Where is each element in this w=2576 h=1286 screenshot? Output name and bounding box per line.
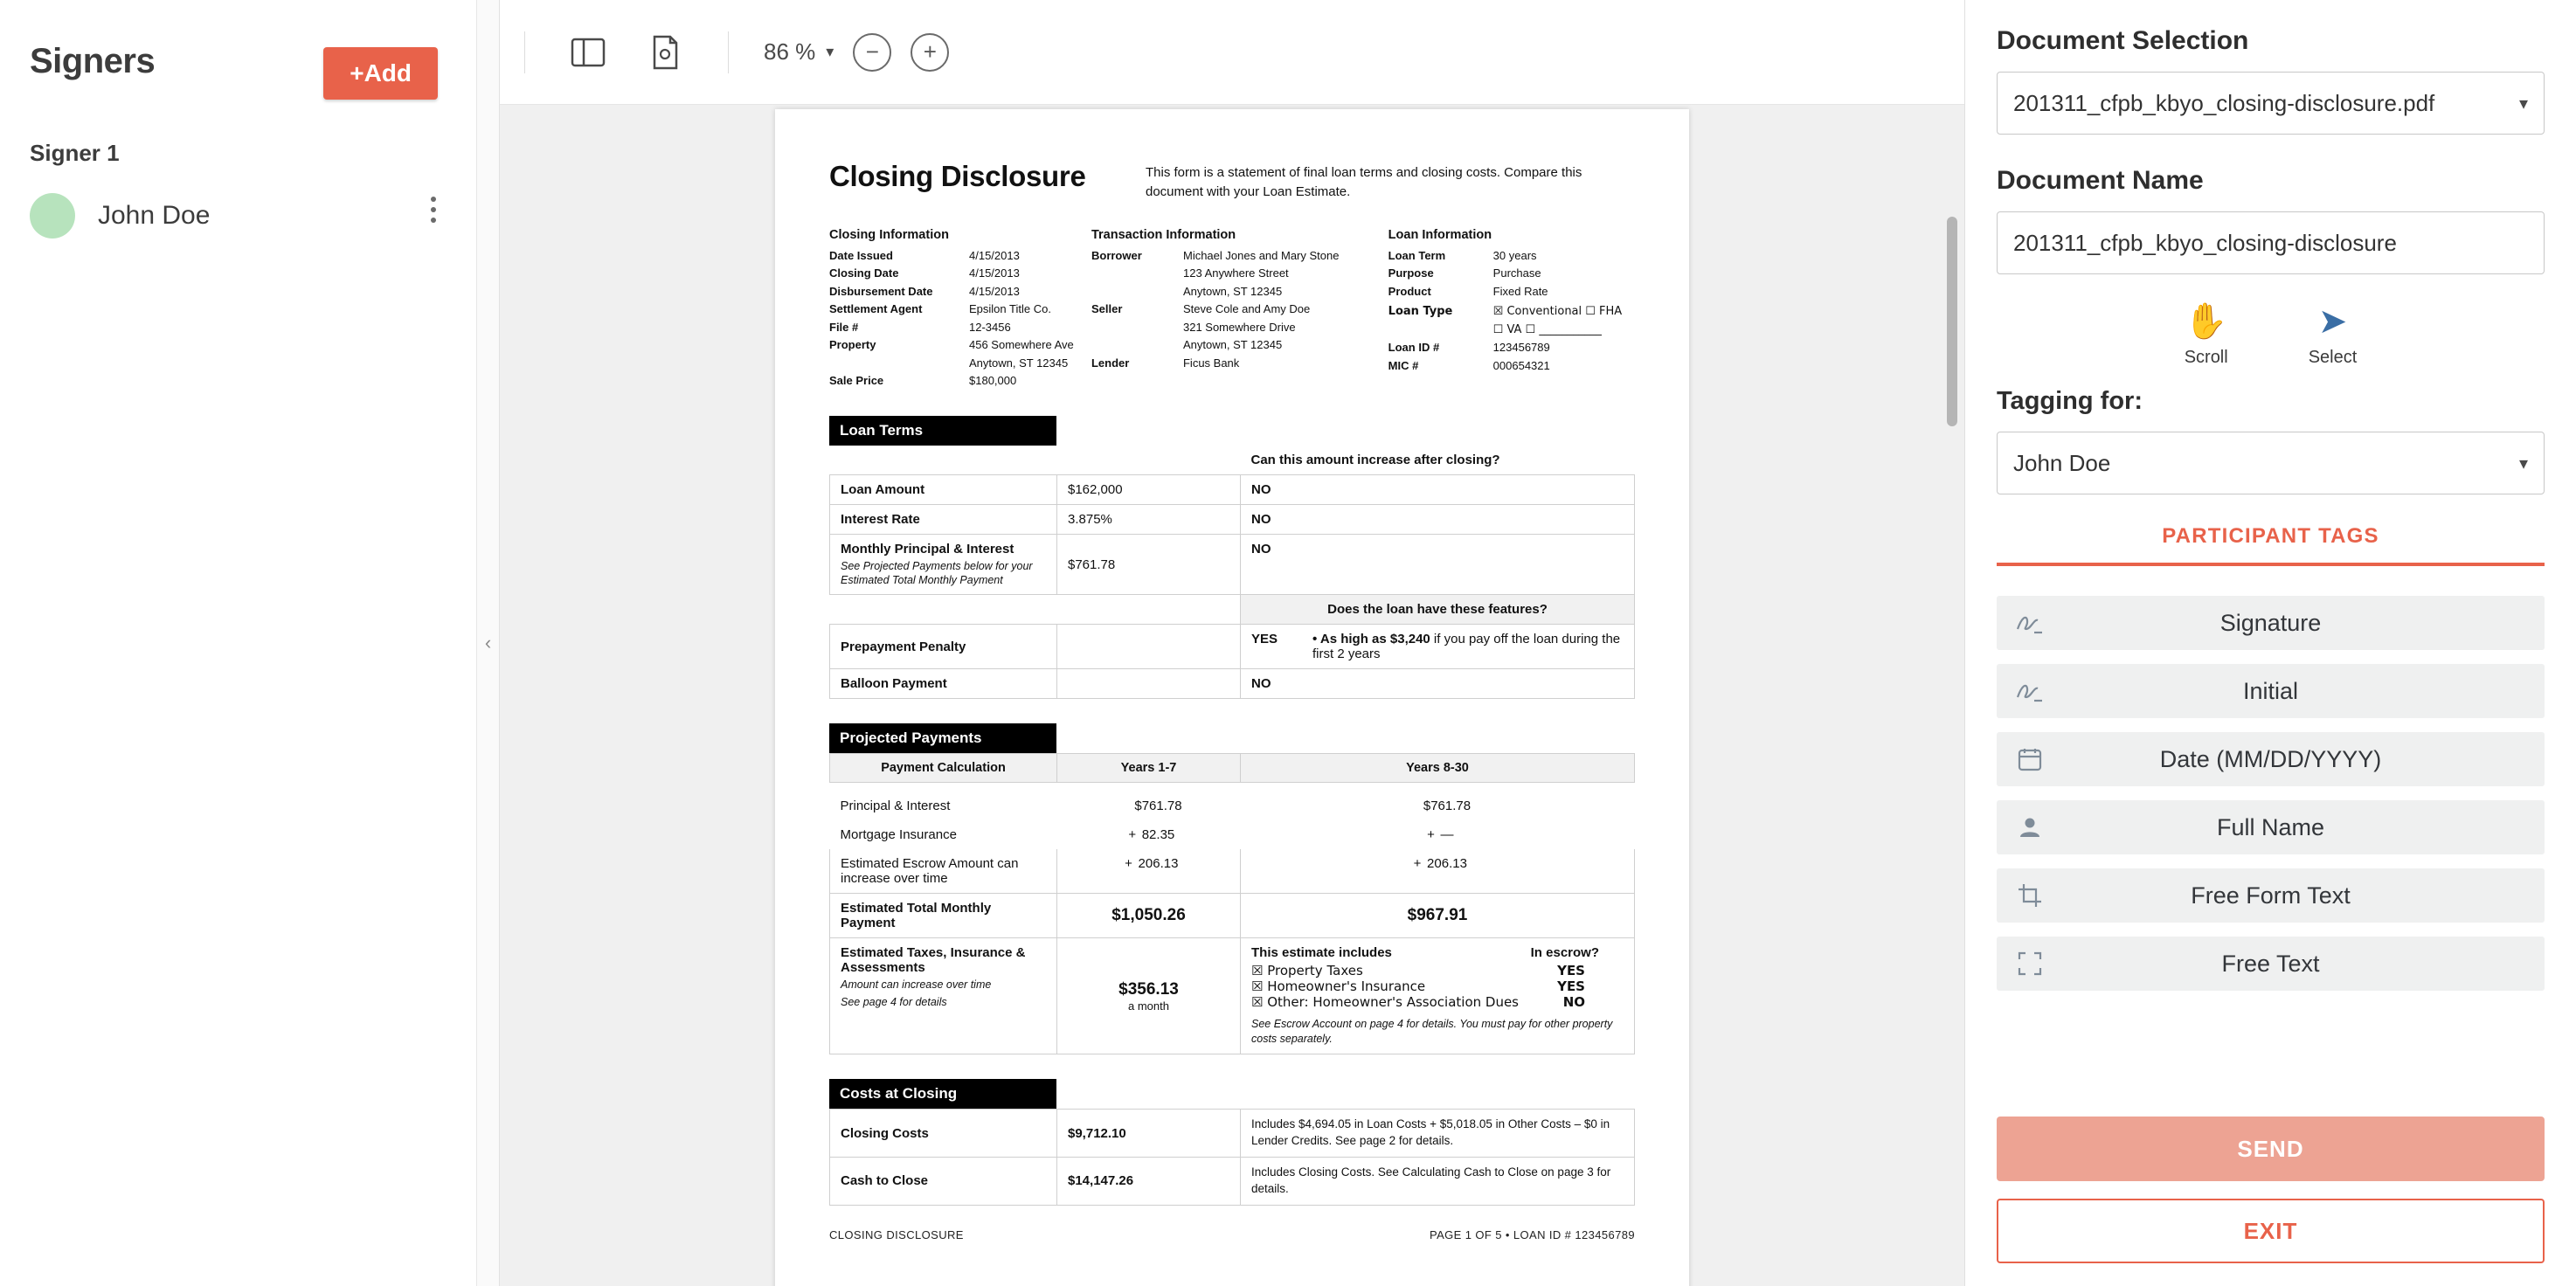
row-plus: + [1427, 827, 1435, 843]
row-label: Prepayment Penalty [830, 625, 1057, 669]
expand-text-icon [1997, 951, 2063, 977]
tagging-for-value: John Doe [2013, 449, 2111, 476]
field-key [829, 356, 969, 371]
tagging-for-select[interactable] [1997, 432, 2545, 494]
field-value: 456 Somewhere Ave [969, 338, 1074, 352]
loan-terms-table [829, 446, 1635, 700]
vertical-scrollbar[interactable] [1947, 217, 1957, 426]
row-detail-bold: • As high as $3,240 [1312, 632, 1430, 647]
table-row [830, 820, 1635, 849]
sidebar-collapse-handle[interactable] [477, 0, 500, 1286]
field-key: Product [1388, 284, 1431, 298]
field-value: Anytown, ST 12345 [1182, 338, 1283, 352]
transaction-information [1091, 228, 1388, 391]
cursor-select-icon: ➤ [2317, 302, 2348, 341]
person-icon [1997, 814, 2063, 840]
escrow-item-value: NO [1562, 994, 1585, 1011]
tag-free-form-text[interactable] [1997, 868, 2545, 923]
total-label: Estimated Total Monthly Payment [830, 894, 1057, 938]
field-value: 30 years [1492, 248, 1537, 262]
document-selection-value: 201311_cfpb_kbyo_closing-disclosure.pdf [2013, 89, 2435, 116]
escrow-item-value: YES [1557, 978, 1585, 995]
row-detail: if you pay off the loan during the first 2 years [1312, 632, 1621, 662]
row-label: Cash to Close [830, 1157, 1057, 1205]
row-value: $9,712.10 [1057, 1110, 1241, 1158]
costs-at-closing-table [829, 1109, 1635, 1206]
costs-at-closing-bar: Costs at Closing [829, 1079, 1056, 1109]
tag-free-text[interactable] [1997, 937, 2545, 991]
escrow-header: In escrow? [1530, 945, 1599, 961]
field-value: Purchase [1492, 266, 1541, 280]
row-answer: NO [1251, 676, 1271, 692]
field-value: Anytown, ST 12345 [969, 356, 1069, 370]
field-key [1091, 320, 1183, 335]
field-key: Disbursement Date [829, 284, 933, 298]
table-row [830, 474, 1635, 504]
field-value: 000654321 [1492, 358, 1550, 372]
page-thumbnail-icon[interactable] [642, 30, 688, 75]
transaction-information-heading: Transaction Information [1091, 227, 1236, 242]
tagging-panel [1964, 0, 2576, 1286]
document-selection-select[interactable] [1997, 72, 2545, 135]
row-value: 206.13 [1427, 856, 1467, 872]
field-value: Ficus Bank [1182, 356, 1240, 370]
table-row [830, 1110, 1635, 1158]
table-row [830, 625, 1635, 669]
col-header: Years 1-7 [1057, 754, 1241, 783]
taxes-note-1: Amount can increase over time [841, 978, 992, 992]
field-value: Epsilon Title Co. [969, 302, 1051, 316]
row-label: Estimated Escrow [841, 856, 946, 872]
table-row [830, 504, 1635, 534]
field-key: MIC # [1388, 358, 1419, 372]
crop-text-icon [1997, 882, 2063, 909]
taxes-amount: $356.13 [1118, 979, 1179, 999]
row-value: $761.78 [1134, 799, 1182, 814]
row-label: Principal & Interest [840, 799, 951, 814]
closing-information [829, 228, 1091, 391]
participant-tags-title: PARTICIPANT TAGS [1997, 524, 2545, 566]
field-value: 4/15/2013 [969, 266, 1020, 280]
document-selection-title: Document Selection [1997, 26, 2249, 55]
zoom-out-button[interactable]: − [853, 33, 891, 72]
signer-name: John Doe [98, 201, 211, 230]
field-value: Fixed Rate [1492, 284, 1548, 298]
table-row [830, 783, 1635, 821]
loan-information-heading: Loan Information [1388, 227, 1492, 242]
field-value: Anytown, ST 12345 [1182, 284, 1283, 298]
row-plus: + [1125, 856, 1132, 872]
calendar-icon [1997, 746, 2063, 772]
row-answer: NO [1241, 474, 1635, 504]
chevron-left-icon[interactable]: ‹ [484, 632, 492, 653]
table-row [830, 1157, 1635, 1205]
row-detail: Includes Closing Costs. See Calculating Cash to Close on page 3 for details. [1241, 1157, 1635, 1205]
loan-terms-col-header: Can this amount increase after closing? [1250, 452, 1500, 467]
add-signer-button[interactable]: +Add [323, 47, 438, 100]
tag-label: Free Text [2221, 950, 2320, 977]
escrow-item-value: YES [1557, 963, 1585, 979]
col-header: Years 8-30 [1241, 754, 1635, 783]
field-value: 12-3456 [969, 320, 1011, 334]
hand-scroll-icon: ✋ [2184, 302, 2228, 341]
cd-header [829, 160, 1635, 202]
row-label: Closing Costs [830, 1110, 1057, 1158]
field-value: Steve Cole and Amy Doe [1182, 302, 1311, 316]
chevron-down-icon[interactable]: ▾ [2518, 93, 2528, 114]
field-value: $180,000 [969, 374, 1017, 388]
taxes-note-2: See page 4 for details [841, 995, 947, 1008]
tag-label: Initial [2242, 677, 2299, 704]
field-value: 123456789 [1492, 341, 1550, 355]
tag-full-name[interactable] [1997, 800, 2545, 854]
row-note: Amount can increase over time [841, 856, 1019, 887]
field-key: Loan Type [1388, 305, 1453, 319]
sidebar-panel-icon[interactable] [565, 30, 611, 75]
field-key: Loan ID # [1388, 341, 1440, 355]
select-tool-label: Select [2308, 348, 2358, 367]
scroll-tool-label: Scroll [2184, 348, 2228, 367]
footer-right: PAGE 1 OF 5 • LOAN ID # 123456789 [1429, 1227, 1635, 1241]
zoom-select[interactable] [764, 38, 834, 66]
tag-label: Signature [2219, 609, 2322, 636]
document-name-title: Document Name [1997, 166, 2204, 195]
row-answer: YES [1251, 632, 1278, 647]
document-subtitle: This form is a statement of final loan terms and closing costs. Compare this document with your Loan Estimate. [1146, 165, 1582, 199]
field-key [1091, 284, 1183, 300]
footer-left: CLOSING DISCLOSURE [829, 1227, 964, 1241]
tag-signature[interactable] [1997, 596, 2545, 650]
row-label: Interest Rate [830, 504, 1057, 534]
table-row [830, 534, 1635, 595]
field-key: Borrower [1091, 248, 1142, 262]
document-title: Closing Disclosure [829, 160, 1086, 192]
row-label: Loan Amount [830, 474, 1057, 504]
row-value: $761.78 [1057, 534, 1241, 595]
row-value: $761.78 [1423, 799, 1472, 814]
taxes-period: a month [1128, 999, 1169, 1013]
loan-information [1388, 228, 1635, 391]
field-value: ☐ VA ☐ ___________ [1492, 322, 1602, 336]
projected-payments-bar: Projected Payments [829, 723, 1056, 753]
table-header-row [830, 754, 1635, 783]
signer-group-label: Signer 1 [30, 140, 120, 166]
escrow-item-name: ☒ Other: Homeowner's Association Dues [1251, 994, 1519, 1011]
escrow-item-name: ☒ Property Taxes [1251, 963, 1363, 979]
tag-date[interactable] [1997, 732, 2545, 786]
tag-label: Full Name [2216, 813, 2325, 840]
row-plus: + [1128, 827, 1137, 843]
document-viewer [477, 0, 1964, 1286]
total-value-2: $967.91 [1241, 894, 1635, 938]
row-label: Monthly Principal & Interest [841, 541, 1014, 557]
table-row-taxes [830, 938, 1635, 1054]
field-value: 321 Somewhere Drive [1182, 320, 1296, 334]
field-key: Date Issued [829, 248, 893, 262]
taxes-label: Estimated Taxes, Insurance & Assessments [841, 945, 1026, 976]
field-key: Property [829, 338, 876, 352]
scroll-tool-button[interactable] [2185, 304, 2228, 368]
signers-sidebar [0, 0, 477, 1286]
table-row-total [830, 894, 1635, 938]
page-title: Signers [30, 42, 156, 80]
field-key: Sale Price [829, 374, 884, 388]
loan-features-header: Does the loan have these features? [1241, 595, 1635, 625]
list-item[interactable] [30, 193, 447, 239]
send-button[interactable]: SEND [1997, 1117, 2545, 1181]
row-label: Mortgage Insurance [840, 827, 957, 843]
table-row [830, 849, 1635, 894]
field-value: 123 Anywhere Street [1182, 266, 1289, 280]
zoom-level: 86 % [764, 38, 816, 65]
exit-button[interactable]: EXIT [1997, 1199, 2545, 1263]
field-key: Settlement Agent [829, 302, 923, 316]
document-page[interactable] [775, 109, 1689, 1286]
row-note: See Projected Payments below for your Estimated Total Monthly Payment [841, 559, 1033, 587]
signature-icon [1997, 610, 2063, 636]
row-detail: Includes $4,694.05 in Loan Costs + $5,018.05 in Other Costs – $0 in Lender Credits. See page 2 for details. [1241, 1110, 1635, 1158]
row-value: 206.13 [1138, 856, 1179, 872]
field-value: 4/15/2013 [969, 248, 1020, 262]
escrow-footnote: See Escrow Account on page 4 for details. You must pay for other property costs separately. [1251, 1018, 1613, 1046]
tagging-for-label: Tagging for: [1997, 387, 2143, 415]
closing-information-heading: Closing Information [829, 227, 949, 242]
toolbar-divider [524, 31, 525, 73]
document-scroll-area[interactable] [500, 105, 1964, 1286]
row-value: $162,000 [1057, 474, 1241, 504]
escrow-item-name: ☒ Homeowner's Insurance [1251, 978, 1426, 995]
total-value-1: $1,050.26 [1057, 894, 1241, 938]
document-toolbar [500, 0, 1964, 105]
document-footer [775, 1206, 1689, 1241]
tag-label: Free Form Text [2191, 882, 2351, 909]
avatar [30, 193, 75, 239]
select-tool-button[interactable] [2309, 304, 2358, 368]
table-row [830, 669, 1635, 699]
document-name-input[interactable] [1997, 211, 2545, 274]
chevron-down-icon[interactable]: ▾ [2518, 453, 2528, 474]
chevron-down-icon[interactable]: ▾ [826, 43, 834, 60]
row-answer: NO [1241, 534, 1635, 595]
field-key [1091, 337, 1183, 353]
closing-disclosure [775, 109, 1689, 1206]
loan-terms-bar: Loan Terms [829, 416, 1056, 446]
field-key: Seller [1091, 302, 1123, 316]
cd-info-columns [829, 228, 1635, 391]
viewer-tools [1997, 304, 2545, 368]
toolbar-divider-2 [728, 31, 729, 73]
row-value: 82.35 [1141, 827, 1175, 843]
field-value: Michael Jones and Mary Stone [1182, 248, 1340, 262]
field-key [1091, 266, 1183, 281]
tag-initial[interactable] [1997, 664, 2545, 718]
field-key: Purpose [1388, 266, 1434, 280]
row-value: $14,147.26 [1057, 1157, 1241, 1205]
col-header: Payment Calculation [830, 754, 1057, 783]
sidebar-header [0, 0, 476, 100]
zoom-in-button[interactable]: + [911, 33, 949, 72]
more-options-icon[interactable] [429, 197, 438, 223]
field-value: 4/15/2013 [969, 284, 1020, 298]
projected-payments-table [829, 753, 1635, 1054]
row-value: 3.875% [1057, 504, 1241, 534]
row-plus: + [1413, 856, 1422, 872]
field-key: File # [829, 320, 859, 334]
field-key: Loan Term [1388, 248, 1446, 262]
row-answer: NO [1241, 504, 1635, 534]
row-label: Balloon Payment [830, 669, 1057, 699]
field-key: Lender [1091, 356, 1130, 370]
field-key: Closing Date [829, 266, 899, 280]
tag-label: Date (MM/DD/YYYY) [2159, 745, 2382, 772]
participant-tag-list [1997, 596, 2545, 991]
field-value: ☒ Conventional ☐ FHA [1492, 305, 1623, 319]
includes-header: This estimate includes [1251, 945, 1392, 961]
row-value: — [1440, 827, 1454, 843]
initial-icon [1997, 678, 2063, 704]
field-key [1388, 322, 1493, 338]
